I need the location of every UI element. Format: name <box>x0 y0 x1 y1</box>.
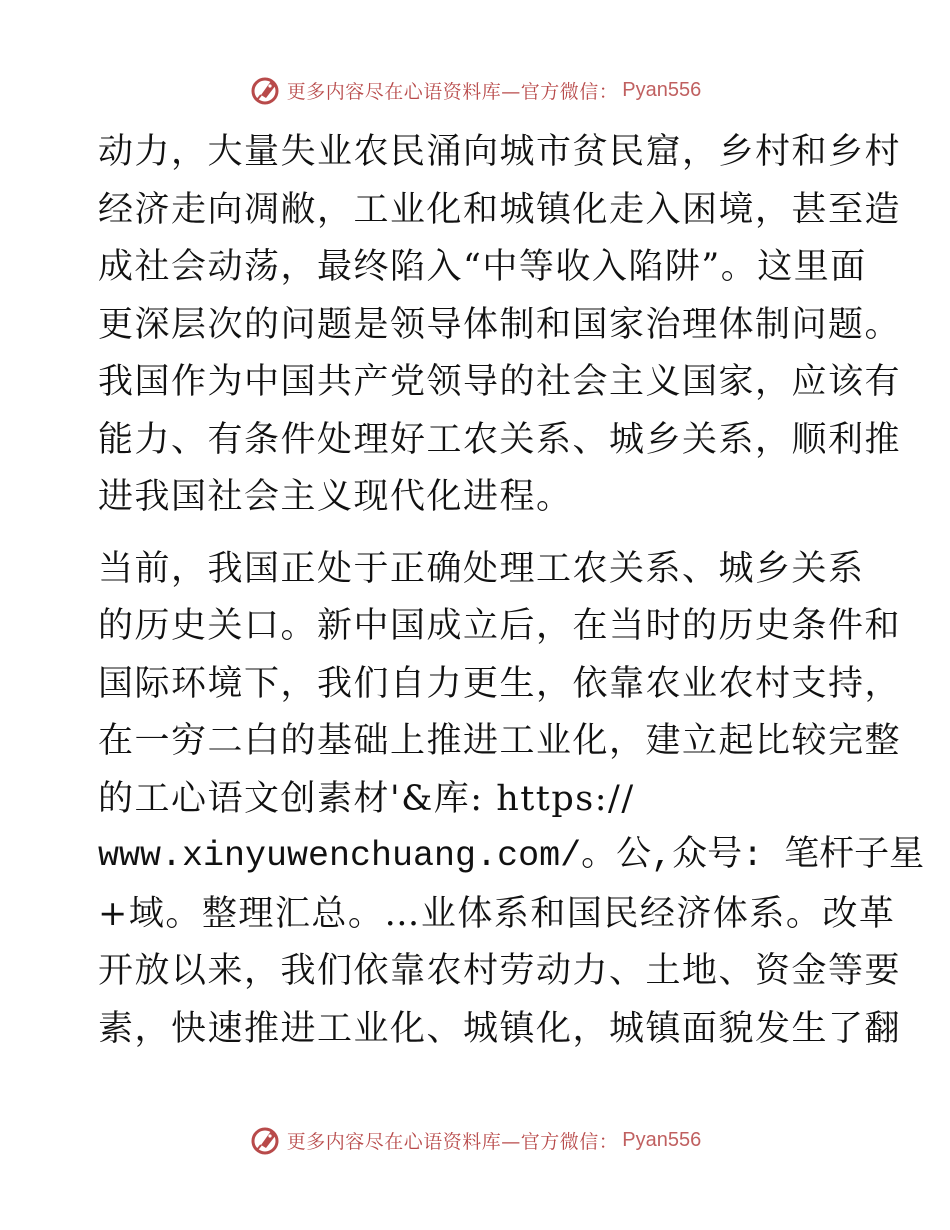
text-line: +域。整理汇总。…业体系和国民经济体系。改革 <box>98 893 896 934</box>
header-banner-account: Pyan556 <box>622 78 702 101</box>
text-line: 素，快速推进工业化、城镇化，城镇面貌发生了翻 <box>98 1008 902 1049</box>
header-banner-text: 更多内容尽在心语资料库—官方微信： <box>286 80 619 103</box>
text-line: 能力、有条件处理好工农关系、城乡关系，顺利推 <box>98 419 902 460</box>
text-line: 成社会动荡，最终陷入“中等收入陷阱”。这里面 <box>98 247 867 287</box>
header-banner <box>0 70 950 110</box>
text-line: 进我国社会主义现代化进程。 <box>98 477 573 517</box>
text-line-url: www.xinyuwenchuang.com/。公,众号: 笔杆子星 <box>98 836 925 876</box>
paragraph-2 <box>98 541 925 1059</box>
footer-banner-inner <box>249 1123 701 1157</box>
text-line: 经济走向凋敝，工业化和城镇化走入困境，甚至造 <box>98 189 902 230</box>
paragraph-1 <box>98 124 902 527</box>
text-line: 开放以来，我们依靠农村劳动力、土地、资金等要 <box>98 951 902 991</box>
text-line: 的工心语文创素材'&库: https:// <box>98 778 635 819</box>
text-line: 更深层次的问题是领导体制和国家治理体制问题。 <box>98 304 902 345</box>
text-line: 在一穷二白的基础上推进工业化，建立起比较完整 <box>98 721 902 761</box>
text-line: 当前，我国正处于正确处理工农关系、城乡关系 <box>98 548 865 589</box>
pen-nib-circle-icon <box>249 1123 283 1157</box>
paragraph-gap <box>98 527 858 541</box>
text-line: 我国作为中国共产党领导的社会主义国家，应该有 <box>98 362 902 402</box>
footer-banner-account: Pyan556 <box>622 1128 702 1151</box>
footer-banner-text: 更多内容尽在心语资料库—官方微信： <box>286 1130 619 1153</box>
footer-banner <box>0 1120 950 1160</box>
pen-nib-circle-icon <box>249 73 283 107</box>
text-line: 的历史关口。新中国成立后，在当时的历史条件和 <box>98 606 902 646</box>
document-body <box>98 124 925 1058</box>
header-banner-inner <box>249 73 701 107</box>
text-line: 动力，大量失业农民涌向城市贫民窟，乡村和乡村 <box>98 132 902 172</box>
text-line: 国际环境下，我们自力更生，依靠农业农村支持， <box>98 663 902 704</box>
